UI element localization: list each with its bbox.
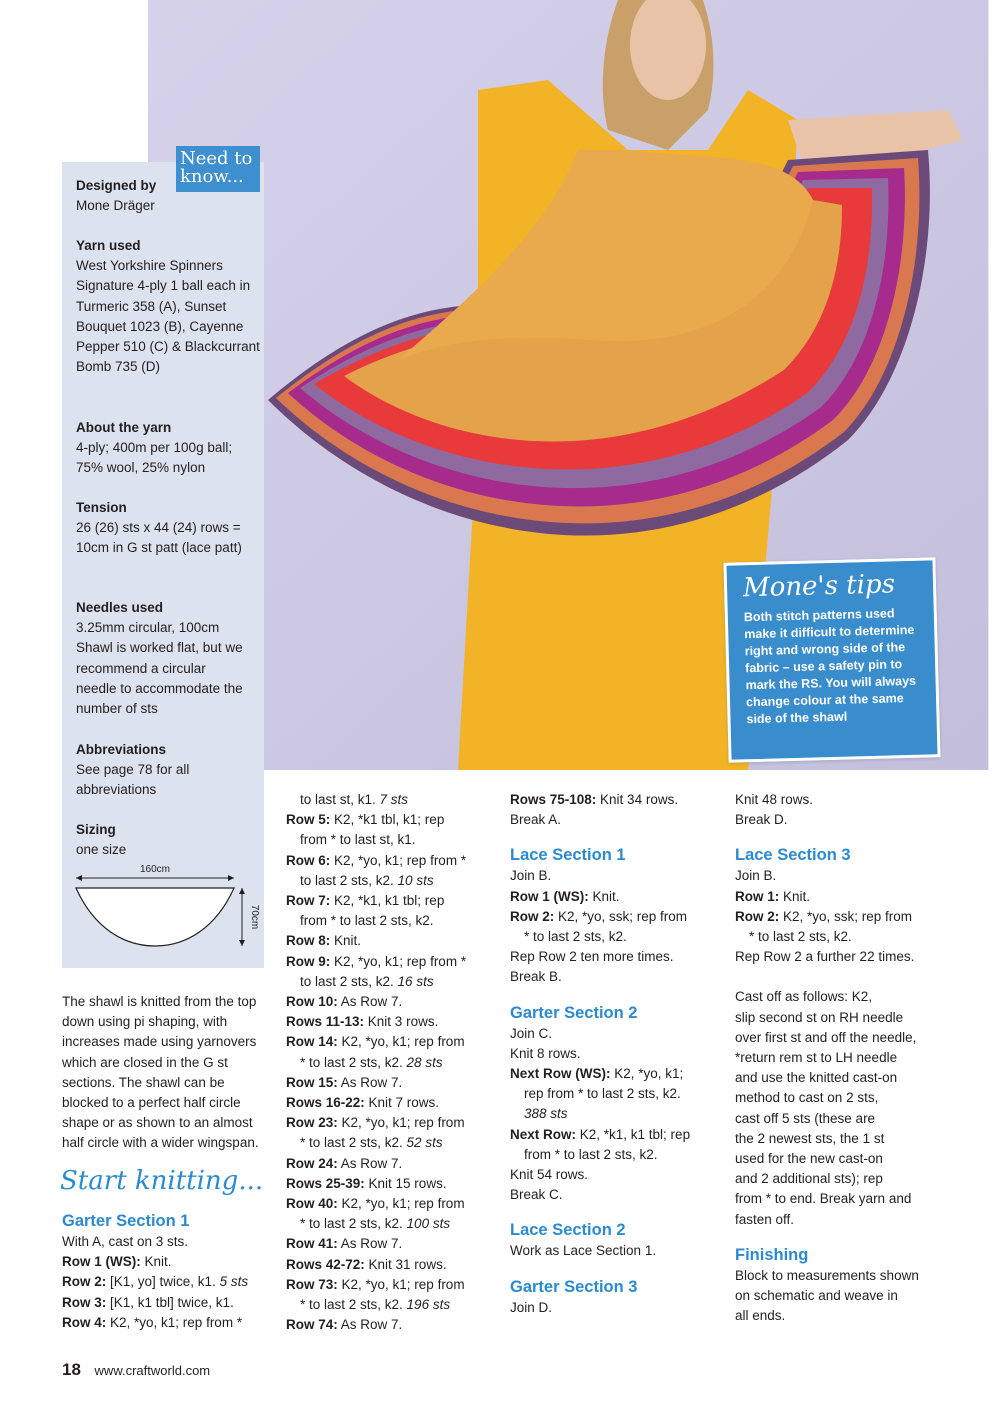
pattern-line	[286, 1174, 496, 1194]
pattern-line	[286, 1214, 496, 1234]
row-text: K2, *yo, k1; rep from	[337, 1034, 465, 1050]
row-text: * to last 2 sts, k2.	[300, 1216, 407, 1232]
pattern-line	[286, 1154, 496, 1174]
row-text: * to last 2 sts, k2.	[300, 1297, 407, 1313]
pattern-line	[735, 947, 955, 967]
stitch-count: 28 sts	[406, 1054, 443, 1070]
pattern-line	[735, 1306, 955, 1326]
pattern-line	[510, 947, 730, 967]
row-label: Row 73:	[286, 1276, 338, 1292]
row-label: Rows 75-108:	[510, 792, 597, 807]
pattern-line	[286, 1032, 496, 1052]
section-heading: Garter Section 3	[510, 1277, 638, 1296]
row-label: Row 2:	[735, 908, 780, 924]
section-heading: Garter Section 2	[510, 1003, 638, 1022]
pattern-line	[735, 1048, 955, 1068]
pattern-line	[286, 1012, 496, 1032]
pattern-line	[62, 1232, 267, 1252]
row-label: Row 6:	[286, 852, 331, 868]
intro-paragraph: The shawl is knitted from the top down using pi shaping, with increases made using yarnovers which are closed in the G st sections. The shawl can be blocked to a perfect half circle shape or as shown to an almost half circle with a wider wingspan.	[62, 994, 259, 1151]
row-text: from * to last st, k1.	[300, 832, 416, 848]
row-text: K2, *yo, ssk; rep from	[779, 908, 913, 924]
row-text: all ends.	[735, 1308, 786, 1324]
row-label: Rows 11-13:	[286, 1014, 365, 1030]
sizing-block	[76, 820, 261, 860]
pattern-line	[286, 972, 496, 992]
pattern-line	[510, 1298, 730, 1318]
yarn-used-heading: Yarn used	[76, 238, 141, 253]
row-text: Join B.	[735, 868, 777, 884]
section-heading: Lace Section 2	[510, 1221, 626, 1240]
section-heading: Garter Section 1	[62, 1212, 190, 1230]
pattern-line	[735, 1169, 955, 1189]
row-label: Row 10:	[286, 994, 338, 1010]
row-text: Knit.	[588, 888, 620, 904]
row-text: Cast off as follows: K2,	[735, 989, 873, 1005]
tips-body: Both stitch patterns used make it difficult to determine right and wrong side of the fabric – use a safety pin to mark the RS. You will always change colour at the same side of the shawl	[743, 606, 917, 727]
row-text: on schematic and weave in	[735, 1288, 898, 1304]
abbreviations-block	[76, 740, 196, 801]
pattern-line	[510, 1044, 730, 1064]
row-text: Knit 48 rows.	[735, 792, 814, 807]
row-text: K2, *k1, k1 tbl; rep	[576, 1126, 691, 1142]
row-text: K2, *yo, k1; rep from	[337, 1276, 465, 1292]
row-label: Next Row (WS):	[510, 1066, 611, 1082]
pattern-line	[735, 1028, 955, 1048]
row-label: Row 3:	[62, 1294, 107, 1310]
pattern-line	[735, 1068, 955, 1088]
row-text: As Row 7.	[337, 1074, 403, 1090]
row-text: As Row 7.	[337, 994, 403, 1010]
pattern-line	[286, 1093, 496, 1113]
row-text: *return rem st to LH needle	[735, 1050, 898, 1066]
row-text: to last 2 sts, k2.	[300, 872, 398, 888]
pattern-line	[735, 1189, 955, 1209]
pattern-line	[510, 1241, 730, 1261]
pattern-line	[510, 1145, 730, 1165]
designed-by-heading: Designed by	[76, 178, 157, 193]
tips-box	[723, 557, 940, 762]
sizing-heading: Sizing	[76, 822, 116, 837]
row-text: Join B.	[510, 868, 552, 884]
row-text: to last st, k1.	[300, 792, 380, 807]
row-label: Row 74:	[286, 1317, 338, 1333]
row-text: Block to measurements shown	[735, 1267, 919, 1283]
pattern-line	[735, 1149, 955, 1169]
pattern-line	[286, 931, 496, 951]
row-label: Row 8:	[286, 933, 331, 949]
row-text: K2, *yo, k1; rep from	[337, 1196, 465, 1212]
pattern-line	[510, 810, 730, 830]
pattern-line	[286, 1295, 496, 1315]
row-text: K2, *yo, k1; rep from *	[330, 852, 467, 868]
designed-by-text: Mone Dräger	[76, 198, 155, 214]
pattern-line	[286, 992, 496, 1012]
designed-by-block	[76, 176, 261, 216]
row-text: [K1, yo] twice, k1.	[106, 1274, 220, 1290]
stitch-count: 5 sts	[219, 1274, 249, 1290]
row-text: * to last 2 sts, k2.	[749, 929, 852, 945]
abbreviations-text: See page 78 for all abbreviations	[76, 762, 190, 798]
row-text: Break C.	[510, 1187, 563, 1203]
pattern-line	[735, 1266, 955, 1286]
needles-block	[76, 598, 246, 719]
row-text: slip second st on RH needle	[735, 1009, 904, 1025]
row-text: K2, *yo, k1;	[610, 1066, 684, 1082]
pattern-line	[510, 1104, 730, 1124]
row-text: K2, *yo, ssk; rep from	[554, 908, 688, 924]
row-label: Row 7:	[286, 893, 331, 909]
stitch-count: 10 sts	[397, 872, 434, 888]
column-2	[286, 790, 496, 1335]
stitch-count: 7 sts	[379, 792, 409, 807]
yarn-used-text: West Yorkshire Spinners Signature 4-ply 1 ball each in Turmeric 358 (A), Sunset Bouquet 1023 (B), Cayenne Pepper 510 (C) & Blackcurrant Bomb 735 (D)	[76, 258, 260, 375]
column-1	[62, 1210, 267, 1333]
row-text: * to last 2 sts, k2.	[300, 1054, 407, 1070]
pattern-line	[510, 907, 730, 927]
row-text: to last 2 sts, k2.	[300, 973, 398, 989]
stitch-count: 196 sts	[406, 1297, 451, 1313]
pattern-line	[62, 1293, 267, 1313]
pattern-line	[286, 1255, 496, 1275]
row-text: Rep Row 2 ten more times.	[510, 949, 674, 965]
row-text: K2, *yo, k1; rep from	[337, 1115, 465, 1131]
sizing-text: one size	[76, 842, 127, 858]
row-text: [K1, k1 tbl] twice, k1.	[106, 1294, 234, 1310]
pattern-line	[510, 790, 730, 810]
pattern-line	[735, 810, 955, 830]
pattern-line	[286, 1113, 496, 1133]
row-text: K2, *k1 tbl, k1; rep	[330, 812, 445, 828]
section-heading: Lace Section 1	[510, 846, 626, 865]
row-label: Row 1 (WS):	[62, 1254, 141, 1270]
pattern-line	[735, 927, 955, 947]
pattern-line	[735, 1109, 955, 1129]
abbreviations-heading: Abbreviations	[76, 742, 167, 757]
row-label: Row 24:	[286, 1155, 338, 1171]
row-text: K2, *yo, k1; rep from *	[330, 953, 467, 969]
tension-heading: Tension	[76, 500, 127, 515]
row-text: Knit.	[779, 888, 811, 904]
pattern-line	[510, 1185, 730, 1205]
row-text: Knit 34 rows.	[596, 792, 679, 807]
pattern-line	[735, 907, 955, 927]
pattern-line	[510, 866, 730, 886]
tension-text: 26 (26) sts x 44 (24) rows = 10cm in G st patt (lace patt)	[76, 520, 242, 556]
pattern-line	[286, 911, 496, 931]
row-label: Row 1:	[735, 888, 780, 904]
row-text: used for the new cast-on	[735, 1151, 883, 1167]
pattern-line	[286, 1275, 496, 1295]
row-text: Knit 15 rows.	[364, 1175, 447, 1191]
pattern-line	[735, 866, 955, 886]
stitch-count: 100 sts	[406, 1216, 451, 1232]
pattern-line	[510, 1084, 730, 1104]
row-label: Rows 42-72:	[286, 1256, 365, 1272]
pattern-line	[286, 1053, 496, 1073]
pattern-line	[286, 830, 496, 850]
row-text: Knit 31 rows.	[364, 1256, 447, 1272]
pattern-line	[286, 810, 496, 830]
row-label: Row 2:	[62, 1274, 107, 1290]
pattern-line	[735, 1286, 955, 1306]
pattern-line	[510, 967, 730, 987]
footer-url: www.craftworld.com	[94, 1363, 211, 1378]
row-text: cast off 5 sts (these are	[735, 1110, 876, 1126]
column-4	[735, 790, 955, 1326]
row-label: Row 9:	[286, 953, 331, 969]
row-text: fasten off.	[735, 1211, 795, 1227]
section-heading: Finishing	[735, 1245, 809, 1264]
row-text: Break D.	[735, 812, 788, 828]
row-text: from * to last 2 sts, k2.	[300, 913, 434, 929]
row-text: As Row 7.	[337, 1155, 403, 1171]
section-heading: Lace Section 3	[735, 846, 851, 865]
page-footer	[62, 1360, 210, 1380]
row-text: K2, *k1, k1 tbl; rep	[330, 893, 445, 909]
row-label: Row 40:	[286, 1196, 338, 1212]
pattern-line	[286, 891, 496, 911]
row-text: rep from * to last 2 sts, k2.	[524, 1086, 681, 1102]
column-3	[510, 790, 730, 1318]
pattern-line	[510, 1125, 730, 1145]
pattern-line	[510, 887, 730, 907]
row-text: from * to last 2 sts, k2.	[524, 1146, 658, 1162]
start-knitting-heading: Start knitting...	[60, 1166, 264, 1196]
row-text: Knit 3 rows.	[364, 1014, 439, 1030]
row-text: Break B.	[510, 969, 562, 985]
row-text: * to last 2 sts, k2.	[300, 1135, 407, 1151]
pattern-line	[735, 1129, 955, 1149]
pattern-line	[510, 1064, 730, 1084]
pattern-line	[62, 1272, 267, 1292]
row-text: As Row 7.	[337, 1236, 403, 1252]
row-text: Knit.	[330, 933, 362, 949]
row-text: the 2 newest sts, the 1 st	[735, 1130, 885, 1146]
pattern-line	[735, 987, 955, 1007]
row-label: Rows 25-39:	[286, 1175, 365, 1191]
row-text: Join D.	[510, 1299, 553, 1315]
pattern-line	[286, 1234, 496, 1254]
need-to-know-tag: Need to know...	[176, 146, 260, 192]
pattern-line	[62, 1313, 267, 1333]
schematic-height-label: 70cm	[249, 904, 260, 930]
row-label: Rows 16-22:	[286, 1095, 365, 1111]
row-text: As Row 7.	[337, 1317, 403, 1333]
stitch-count: 388 sts	[524, 1106, 568, 1122]
pattern-line	[735, 1088, 955, 1108]
pattern-line	[62, 1252, 267, 1272]
schematic-width-label: 160cm	[139, 864, 171, 875]
stitch-count: 52 sts	[406, 1135, 443, 1151]
shawl-schematic	[66, 858, 261, 958]
row-text: * to last 2 sts, k2.	[524, 929, 627, 945]
spacer	[735, 967, 955, 987]
row-text: Knit 7 rows.	[364, 1095, 440, 1111]
row-text: With A, cast on 3 sts.	[62, 1234, 189, 1249]
row-label: Next Row:	[510, 1126, 577, 1142]
pattern-line	[286, 1133, 496, 1153]
row-text: and use the knitted cast-on	[735, 1070, 898, 1086]
pattern-line	[286, 790, 496, 810]
pattern-line	[735, 1210, 955, 1230]
pattern-line	[286, 952, 496, 972]
row-text: and 2 additional sts); rep	[735, 1171, 883, 1187]
needles-heading: Needles used	[76, 600, 164, 615]
about-yarn-heading: About the yarn	[76, 420, 172, 435]
pattern-line	[735, 887, 955, 907]
row-text: Knit 54 rows.	[510, 1167, 589, 1183]
row-text: Knit.	[140, 1254, 172, 1270]
pattern-line	[510, 1165, 730, 1185]
row-label: Row 5:	[286, 812, 331, 828]
stitch-count: 16 sts	[397, 973, 434, 989]
row-text: Break A.	[510, 812, 562, 828]
pattern-line	[510, 927, 730, 947]
row-label: Row 41:	[286, 1236, 338, 1252]
pattern-line	[286, 1315, 496, 1335]
row-text: Work as Lace Section 1.	[510, 1243, 657, 1259]
needles-text: 3.25mm circular, 100cm Shawl is worked flat, but we recommend a circular needle to accommodate the number of sts	[76, 620, 243, 717]
pattern-line	[286, 1194, 496, 1214]
row-label: Row 1 (WS):	[510, 888, 589, 904]
row-label: Row 4:	[62, 1314, 107, 1330]
row-label: Row 15:	[286, 1074, 338, 1090]
row-text: over first st and off the needle,	[735, 1029, 917, 1045]
row-label: Row 2:	[510, 908, 555, 924]
about-yarn-block	[76, 418, 261, 479]
yarn-used-block	[76, 236, 261, 377]
pattern-line	[735, 1008, 955, 1028]
row-text: from * to end. Break yarn and	[735, 1191, 912, 1207]
page-number: 18	[62, 1360, 81, 1379]
pattern-line	[286, 871, 496, 891]
row-text: K2, *yo, k1; rep from *	[106, 1314, 243, 1330]
tension-block	[76, 498, 261, 559]
about-yarn-text: 4-ply; 400m per 100g ball; 75% wool, 25% nylon	[76, 440, 233, 476]
row-label: Row 14:	[286, 1034, 338, 1050]
pattern-line	[510, 1024, 730, 1044]
row-text: Rep Row 2 a further 22 times.	[735, 949, 915, 965]
row-text: Join C.	[510, 1025, 553, 1041]
pattern-line	[286, 1073, 496, 1093]
row-label: Row 23:	[286, 1115, 338, 1131]
row-text: method to cast on 2 sts,	[735, 1090, 879, 1106]
pattern-line	[735, 790, 955, 810]
pattern-line	[286, 851, 496, 871]
tips-title: Mone's tips	[742, 569, 896, 604]
row-text: Knit 8 rows.	[510, 1045, 581, 1061]
